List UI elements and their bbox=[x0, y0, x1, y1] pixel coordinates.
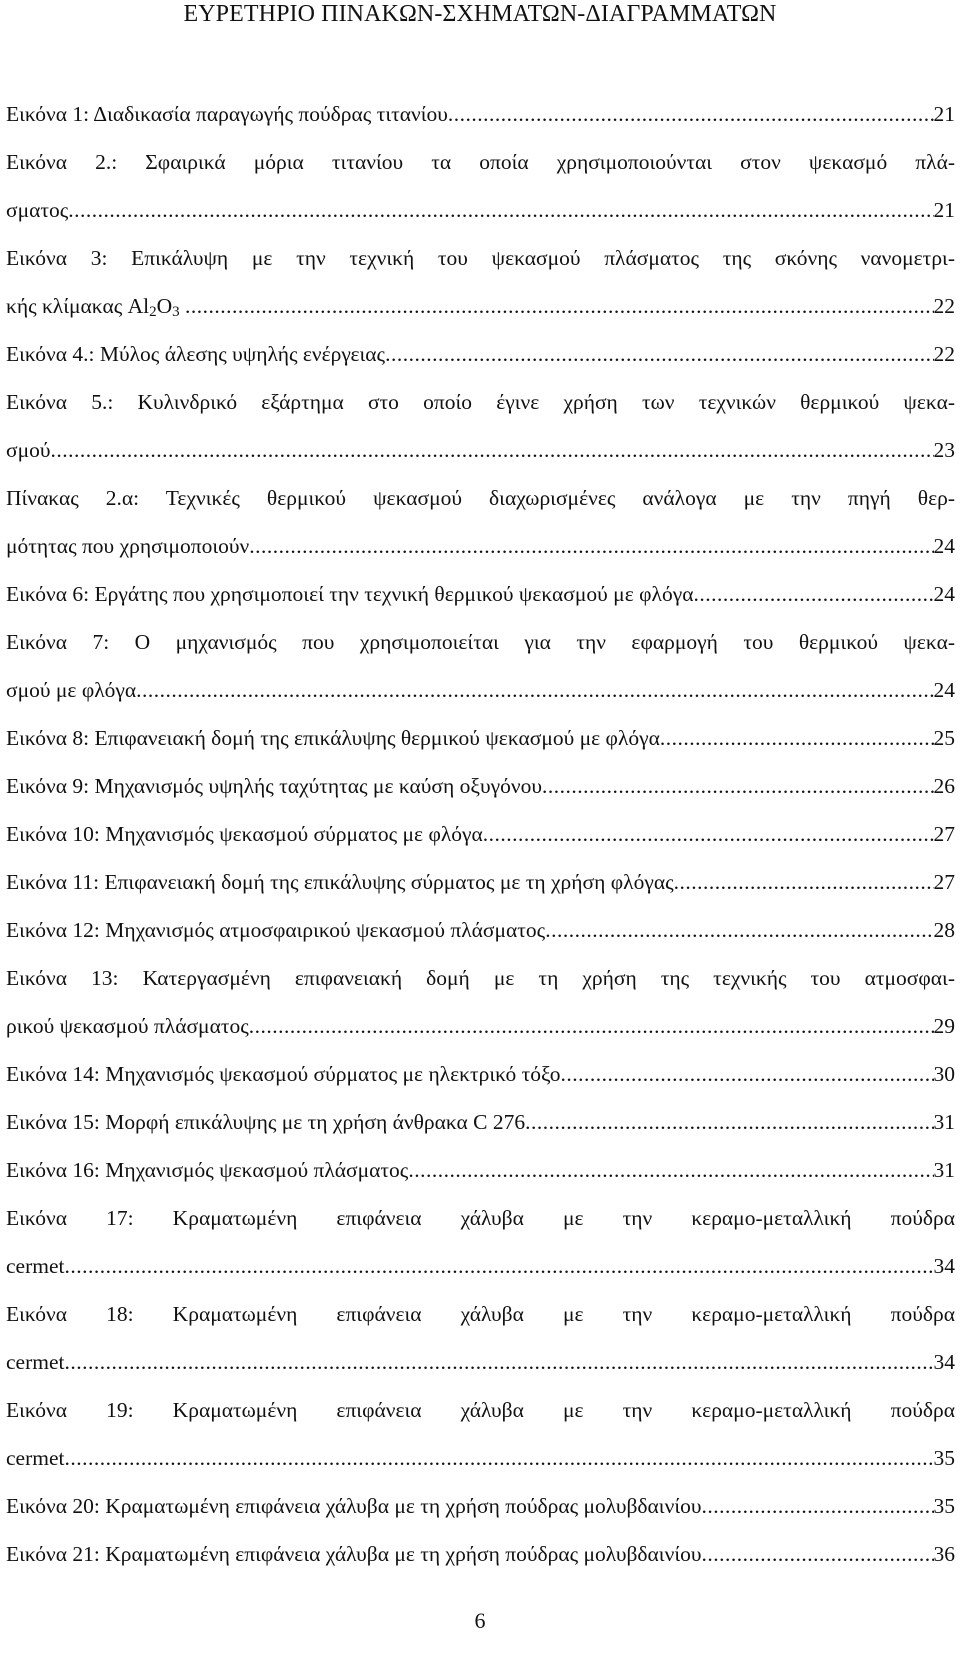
table-of-figures bbox=[6, 90, 955, 1578]
toc-entry-text-continued bbox=[6, 522, 249, 570]
formula-element: O bbox=[156, 294, 173, 318]
toc-entry-text: Εικόνα 19: Κραματωμένη επιφάνεια χάλυβα με την κεραμο-μεταλλική πούδρα bbox=[6, 1398, 955, 1422]
toc-line bbox=[6, 1146, 955, 1194]
dot-leader bbox=[51, 426, 934, 474]
toc-entry[interactable] bbox=[6, 618, 955, 714]
toc-entry[interactable] bbox=[6, 1050, 955, 1098]
dot-leader bbox=[702, 1482, 934, 1530]
dot-leader bbox=[561, 1050, 934, 1098]
dot-leader bbox=[249, 522, 933, 570]
toc-page-number: 35 bbox=[933, 1446, 955, 1470]
toc-line-continued bbox=[6, 1242, 955, 1290]
toc-entry-text: Εικόνα 17: Κραματωμένη επιφάνεια χάλυβα με την κεραμο-μεταλλική πούδρα bbox=[6, 1206, 955, 1230]
toc-entry-text-continued bbox=[6, 1242, 65, 1290]
toc-entry[interactable] bbox=[6, 1290, 955, 1386]
toc-entry-text: Εικόνα 1: Διαδικασία παραγωγής πούδρας τιτανίου bbox=[6, 102, 448, 126]
toc-entry[interactable] bbox=[6, 570, 955, 618]
toc-line bbox=[6, 1050, 955, 1098]
formula-subscript: 3 bbox=[172, 304, 180, 320]
toc-text-part: ρικού ψεκασμού πλάσματος bbox=[6, 1014, 249, 1038]
toc-line bbox=[6, 906, 955, 954]
toc-line bbox=[6, 90, 955, 138]
toc-entry[interactable] bbox=[6, 906, 955, 954]
toc-page-number: 27 bbox=[933, 822, 955, 846]
toc-line bbox=[6, 1098, 955, 1146]
dot-leader bbox=[185, 282, 933, 330]
toc-entry-text: Εικόνα 5.: Κυλινδρικό εξάρτημα στο οποίο έγινε χρήση των τεχνικών θερμικού ψεκα- bbox=[6, 390, 955, 414]
page-title: ΕΥΡΕΤΗΡΙΟ ΠΙΝΑΚΩΝ-ΣΧΗΜΑΤΩΝ-ΔΙΑΓΡΑΜΜΑΤΩΝ bbox=[183, 1, 777, 27]
toc-page-number: 34 bbox=[933, 1350, 955, 1374]
toc-entry-text: Εικόνα 13: Κατεργασμένη επιφανειακή δομή με τη χρήση της τεχνικής του ατμοσφαι- bbox=[6, 966, 955, 990]
dot-leader bbox=[545, 906, 933, 954]
toc-text-part: cermet bbox=[6, 1254, 65, 1278]
toc-entry-text: Εικόνα 9: Μηχανισμός υψηλής ταχύτητας με καύση οξυγόνου bbox=[6, 774, 542, 798]
toc-line bbox=[6, 1530, 955, 1578]
toc-entry-text: Εικόνα 12: Μηχανισμός ατμοσφαιρικού ψεκασμού πλάσματος bbox=[6, 918, 546, 942]
toc-entry[interactable] bbox=[6, 474, 955, 570]
dot-leader bbox=[525, 1098, 933, 1146]
toc-entry-text: Πίνακας 2.α: Τεχνικές θερμικού ψεκασμού διαχωρισμένες ανάλογα με την πηγή θερ- bbox=[6, 486, 955, 510]
toc-entry[interactable] bbox=[6, 810, 955, 858]
toc-entry-text-continued bbox=[6, 1434, 65, 1482]
toc-entry[interactable] bbox=[6, 1386, 955, 1482]
toc-entry-text: Εικόνα 21: Κραματωμένη επιφάνεια χάλυβα με τη χρήση πούδρας μολυβδαινίου bbox=[6, 1542, 702, 1566]
toc-entry-text: Εικόνα 3: Επικάλυψη με την τεχνική του ψεκασμού πλάσματος της σκόνης νανομετρι- bbox=[6, 246, 955, 270]
toc-entry-text: Εικόνα 18: Κραματωμένη επιφάνεια χάλυβα με την κεραμο-μεταλλική πούδρα bbox=[6, 1302, 955, 1326]
toc-page-number: 24 bbox=[933, 582, 955, 606]
toc-page-number: 21 bbox=[933, 198, 955, 222]
toc-page-number: 36 bbox=[933, 1542, 955, 1566]
toc-page-number: 35 bbox=[933, 1494, 955, 1518]
toc-page-number: 22 bbox=[933, 342, 955, 366]
dot-leader bbox=[483, 810, 934, 858]
toc-entry[interactable] bbox=[6, 1482, 955, 1530]
dot-leader bbox=[65, 1242, 934, 1290]
toc-entry[interactable] bbox=[6, 714, 955, 762]
toc-entry-text-continued bbox=[6, 666, 136, 714]
toc-text-part: σματος bbox=[6, 198, 69, 222]
toc-line-continued bbox=[6, 282, 955, 330]
toc-line-continued bbox=[6, 666, 955, 714]
toc-page-number: 21 bbox=[933, 102, 955, 126]
dot-leader bbox=[674, 858, 934, 906]
toc-entry[interactable] bbox=[6, 330, 955, 378]
toc-entry[interactable] bbox=[6, 1098, 955, 1146]
toc-entry-text: Εικόνα 10: Μηχανισμός ψεκασμού σύρματος με φλόγα bbox=[6, 822, 483, 846]
toc-page-number: 23 bbox=[933, 438, 955, 462]
toc-page-number: 34 bbox=[933, 1254, 955, 1278]
toc-text-part: μότητας που χρησιμοποιούν bbox=[6, 534, 250, 558]
toc-page-number: 22 bbox=[933, 294, 955, 318]
toc-line-continued bbox=[6, 1338, 955, 1386]
dot-leader bbox=[693, 570, 933, 618]
toc-entry[interactable] bbox=[6, 762, 955, 810]
page-number: 6 bbox=[474, 1608, 486, 1633]
toc-entry-text: Εικόνα 2.: Σφαιρικά μόρια τιτανίου τα οποία χρησιμοποιούνται στον ψεκασμό πλά- bbox=[6, 150, 955, 174]
toc-entry[interactable] bbox=[6, 858, 955, 906]
dot-leader bbox=[408, 1146, 933, 1194]
toc-line bbox=[6, 810, 955, 858]
toc-entry-text: Εικόνα 14: Μηχανισμός ψεκασμού σύρματος με ηλεκτρικό τόξο bbox=[6, 1062, 561, 1086]
toc-entry-text-continued bbox=[6, 426, 51, 474]
dot-leader bbox=[702, 1530, 934, 1578]
toc-entry[interactable] bbox=[6, 378, 955, 474]
toc-line bbox=[6, 714, 955, 762]
dot-leader bbox=[660, 714, 934, 762]
dot-leader bbox=[542, 762, 934, 810]
dot-leader bbox=[65, 1338, 934, 1386]
toc-entry-text-continued bbox=[6, 186, 68, 234]
dot-leader bbox=[249, 1002, 934, 1050]
toc-page-number: 26 bbox=[933, 774, 955, 798]
toc-page-number: 28 bbox=[933, 918, 955, 942]
toc-entry[interactable] bbox=[6, 954, 955, 1050]
toc-entry-text: Εικόνα 7: Ο μηχανισμός που χρησιμοποιείται για την εφαρμογή του θερμικού ψεκα- bbox=[6, 630, 955, 654]
toc-text-part: κής κλίμακας Al bbox=[6, 294, 150, 318]
toc-entry-text: Εικόνα 16: Μηχανισμός ψεκασμού πλάσματος bbox=[6, 1158, 409, 1182]
dot-leader bbox=[448, 90, 934, 138]
toc-page-number: 24 bbox=[933, 678, 955, 702]
toc-text-part: σμού bbox=[6, 438, 51, 462]
toc-page-number: 31 bbox=[933, 1158, 955, 1182]
toc-page-number: 25 bbox=[933, 726, 955, 750]
toc-line-continued bbox=[6, 522, 955, 570]
dot-leader bbox=[385, 330, 933, 378]
toc-entry-text: Εικόνα 8: Επιφανειακή δομή της επικάλυψης θερμικού ψεκασμού με φλόγα bbox=[6, 726, 660, 750]
formula-subscript: 2 bbox=[149, 304, 157, 320]
toc-line-continued bbox=[6, 186, 955, 234]
toc-line-continued bbox=[6, 426, 955, 474]
toc-entry-text: Εικόνα 11: Επιφανειακή δομή της επικάλυψης σύρματος με τη χρήση φλόγας bbox=[6, 870, 674, 894]
toc-page-number: 24 bbox=[933, 534, 955, 558]
toc-entry-text: Εικόνα 4.: Μύλος άλεσης υψηλής ενέργειας bbox=[6, 342, 386, 366]
toc-entry-text: Εικόνα 6: Εργάτης που χρησιμοποιεί την τεχνική θερμικού ψεκασμού με φλόγα bbox=[6, 582, 694, 606]
toc-line-continued bbox=[6, 1434, 955, 1482]
toc-entry-text: Εικόνα 20: Κραματωμένη επιφάνεια χάλυβα με τη χρήση πούδρας μολυβδαινίου bbox=[6, 1494, 702, 1518]
toc-text-part: cermet bbox=[6, 1446, 65, 1470]
toc-entry[interactable] bbox=[6, 1194, 955, 1290]
toc-page-number: 29 bbox=[933, 1014, 955, 1038]
dot-leader bbox=[68, 186, 933, 234]
toc-line bbox=[6, 858, 955, 906]
dot-leader bbox=[65, 1434, 934, 1482]
toc-entry[interactable] bbox=[6, 90, 955, 138]
toc-entry[interactable] bbox=[6, 234, 955, 330]
toc-entry[interactable] bbox=[6, 138, 955, 234]
toc-entry-text: Εικόνα 15: Μορφή επικάλυψης με τη χρήση άνθρακα C 276 bbox=[6, 1110, 526, 1134]
toc-line bbox=[6, 330, 955, 378]
toc-entry-text-continued bbox=[6, 1002, 249, 1050]
toc-line bbox=[6, 1482, 955, 1530]
toc-line-continued bbox=[6, 1002, 955, 1050]
toc-entry[interactable] bbox=[6, 1530, 955, 1578]
toc-entry-text-continued bbox=[6, 1338, 65, 1386]
toc-page-number: 27 bbox=[933, 870, 955, 894]
toc-text-part: cermet bbox=[6, 1350, 65, 1374]
dot-leader bbox=[136, 666, 933, 714]
toc-line bbox=[6, 762, 955, 810]
toc-text-part: σμού με φλόγα bbox=[6, 678, 137, 702]
toc-page-number: 31 bbox=[933, 1110, 955, 1134]
toc-page-number: 30 bbox=[933, 1062, 955, 1086]
toc-entry-text-continued bbox=[6, 282, 185, 330]
toc-entry[interactable] bbox=[6, 1146, 955, 1194]
toc-line bbox=[6, 570, 955, 618]
